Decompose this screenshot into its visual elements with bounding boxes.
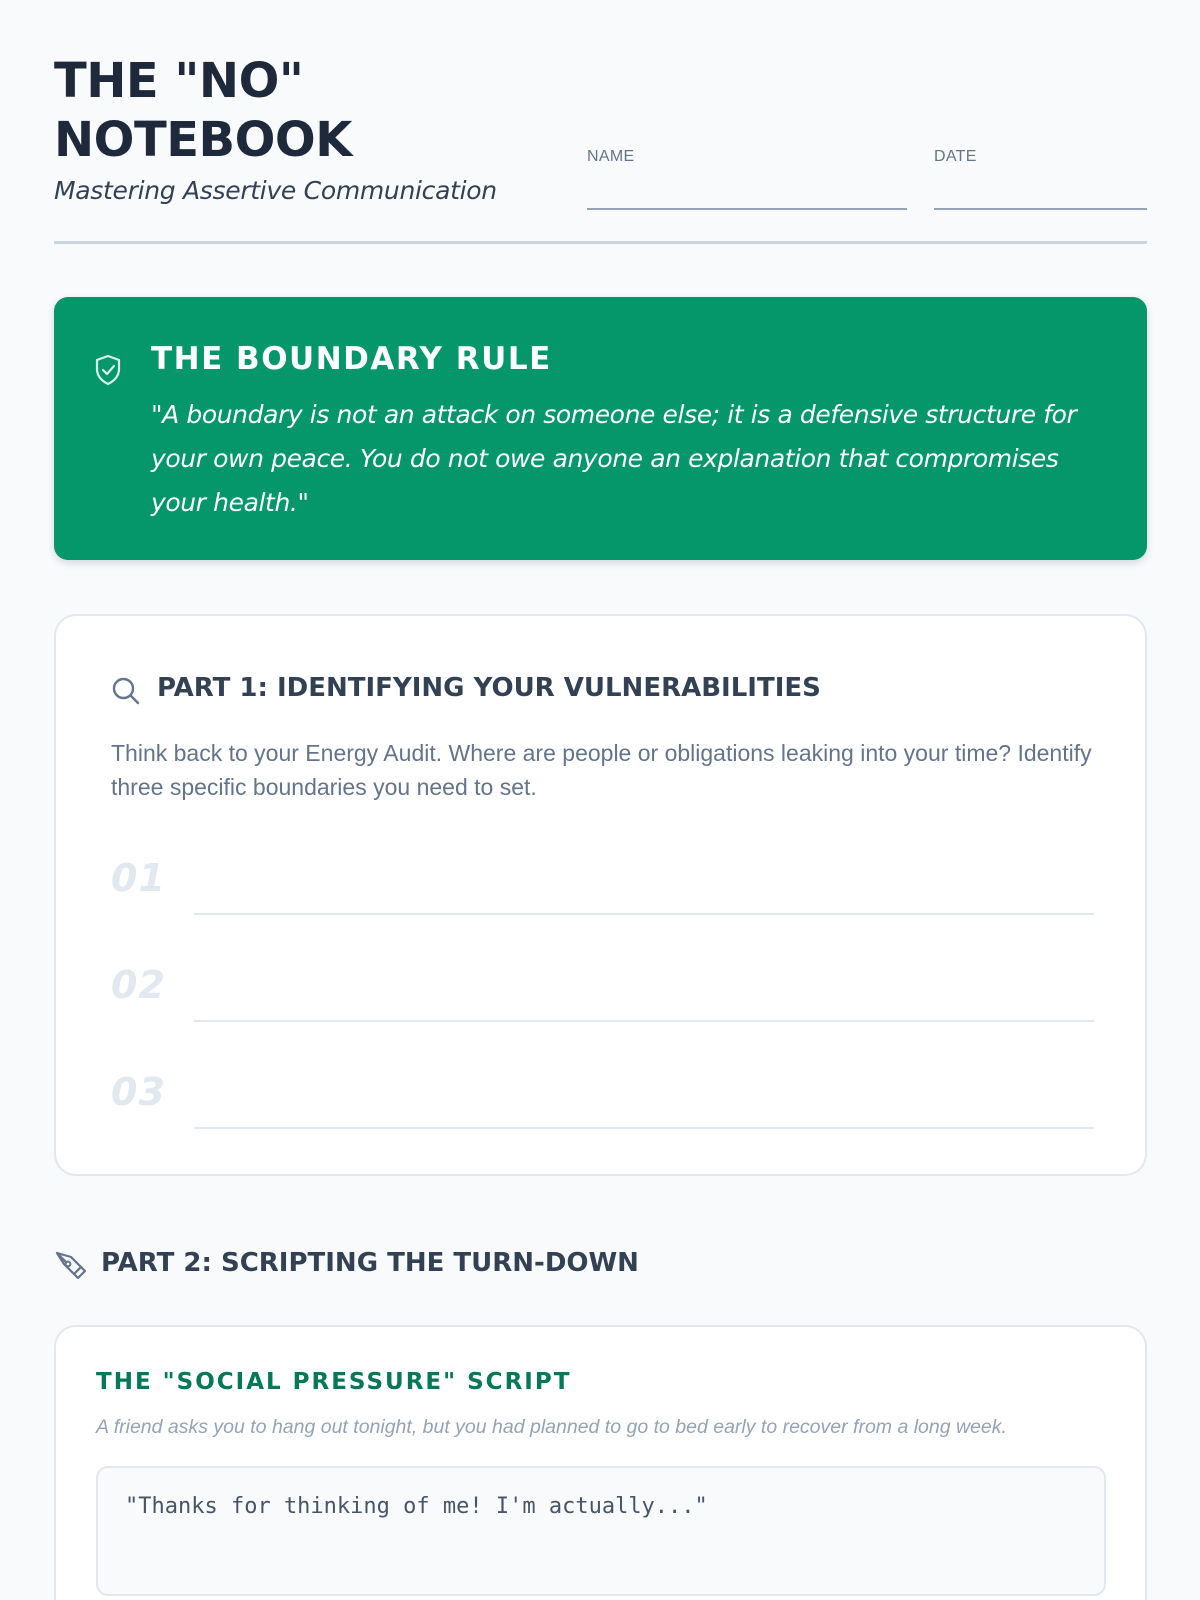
shield-check-icon — [94, 354, 122, 386]
part1-title: PART 1: IDENTIFYING YOUR VULNERABILITIES — [157, 673, 821, 703]
row-number: 02 — [111, 963, 166, 1007]
page-subtitle: Mastering Assertive Communication — [54, 176, 497, 205]
vulnerability-row[interactable] — [111, 963, 1094, 1043]
script-scenario: A friend asks you to hang out tonight, but you had planned to go to bed early to recover from a long week. — [96, 1416, 1007, 1438]
answer-line[interactable] — [194, 1127, 1094, 1129]
title-line-2: NOTEBOOK — [54, 112, 352, 168]
worksheet-header — [54, 52, 1147, 244]
boundary-rule-quote: "A boundary is not an attack on someone else; it is a defensive structure for your own peace. You do not owe anyone an explanation that compromises your health." — [151, 400, 1077, 517]
title-line-1: THE "NO" — [54, 53, 304, 109]
vulnerability-row[interactable] — [111, 856, 1094, 936]
search-icon — [111, 676, 141, 706]
row-number: 01 — [111, 856, 166, 900]
script-response-box[interactable] — [96, 1466, 1106, 1596]
part1-description: Think back to your Energy Audit. Where are people or obligations leaking into your time? Identify three specific boundaries you need to set. — [111, 740, 1092, 800]
boundary-rule-title: THE BOUNDARY RULE — [151, 341, 552, 377]
answer-line[interactable] — [194, 1020, 1094, 1022]
date-field[interactable] — [934, 148, 1147, 166]
script-title: THE "SOCIAL PRESSURE" SCRIPT — [96, 1369, 572, 1395]
name-field[interactable] — [587, 148, 907, 166]
part2-title: PART 2: SCRIPTING THE TURN-DOWN — [101, 1248, 639, 1278]
boundary-rule-banner — [54, 297, 1147, 560]
script-starter-text: "Thanks for thinking of me! I'm actually..." — [125, 1494, 708, 1519]
row-number: 03 — [111, 1070, 166, 1114]
name-underline — [587, 208, 907, 210]
social-pressure-script-card — [54, 1325, 1147, 1600]
page-title — [54, 52, 574, 170]
vulnerability-row[interactable] — [111, 1070, 1094, 1150]
answer-line[interactable] — [194, 913, 1094, 915]
date-underline — [934, 208, 1147, 210]
date-label: DATE — [934, 148, 977, 165]
pen-tool-icon — [54, 1249, 86, 1281]
part1-card — [54, 614, 1147, 1176]
name-label: NAME — [587, 148, 635, 165]
